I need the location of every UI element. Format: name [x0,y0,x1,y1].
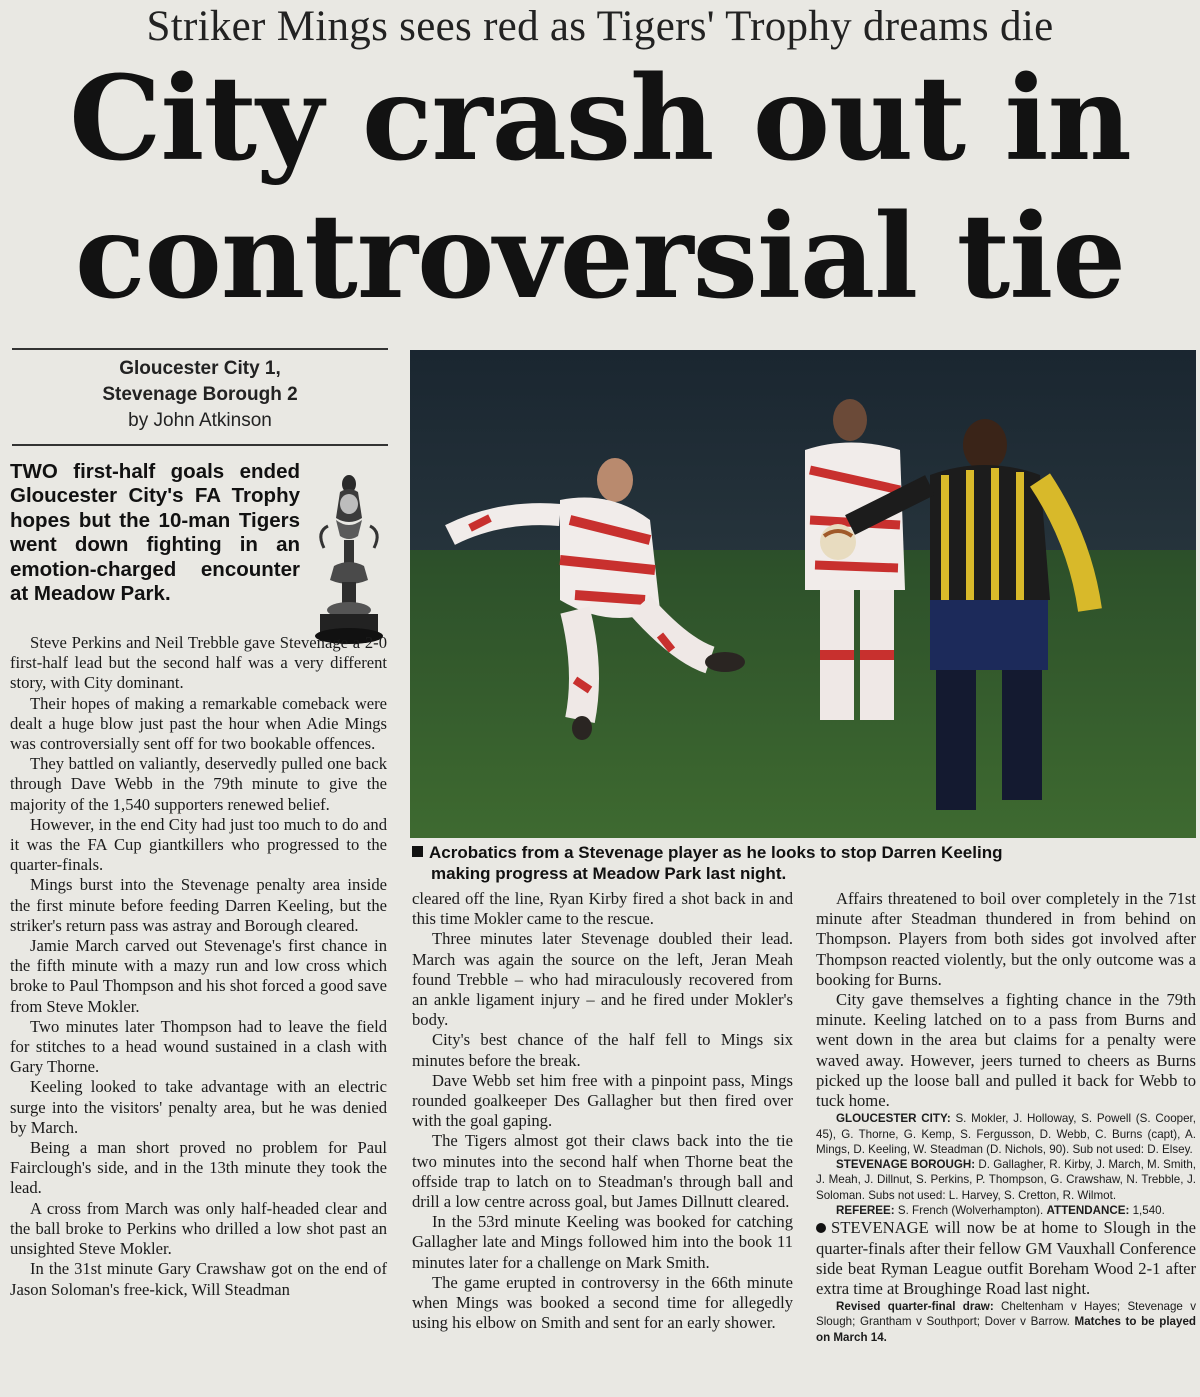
intro-text: TWO first-half goals ended Gloucester City's FA Trophy hopes but the 10-man Tigers went down fighting in an emotion-charged encounter at Meadow Park. [10,460,300,606]
team-label: GLOUCESTER CITY: [836,1112,951,1126]
paragraph: Being a man short proved no problem for Paul Fairclough's side, and in the 13th minute they took the lead. [10,1138,387,1198]
article-column-3 [816,889,1196,1345]
byline-top-rule [12,348,388,350]
photo-caption [412,842,1196,884]
caption-line-2: making progress at Meadow Park last night. [431,864,787,883]
paragraph: Their hopes of making a remarkable comeback were dealt a huge blow just past the hour when Adie Mings was controversially sent off for two bookable offences. [10,693,387,754]
paragraph: cleared off the line, Ryan Kirby fired a shot back in and this time Mokler came to the rescue. [412,889,793,929]
draw-label: Revised quarter-final draw: [836,1300,994,1314]
paragraph: City gave themselves a fighting chance in the 79th minute. Keeling latched on to a pass from Burns and went down in the area but claims for a penalty were waved away. However, jeers turned to cheers as Burns picked up the loose ball and pulled it back for Webb to tuck home. [816,990,1196,1111]
stevenage-note-text: STEVENAGE will now be at home to Slough in the quarter-finals after their fellow GM Vauxhall Conference side beat Ryman League outfit Boreham Wood 2-1 after extra time at Broughinge Road last night. [816,1218,1196,1298]
paragraph: Mings burst into the Stevenage penalty area inside the first minute before feeding Darren Keeling, but the striker's return pass was astray and Borough cleared. [10,875,387,935]
intro-paragraph [10,460,300,606]
paragraph: However, in the end City had just too much to do and it was the FA Cup giantkillers who progressed to the quarter-finals. [10,814,387,875]
paragraph: Steve Perkins and Neil Trebble gave Stevenage a 2-0 first-half lead but the second half was a very different story, with City dominant. [10,633,387,693]
paragraph: Two minutes later Thompson had to leave the field for stitches to a head wound sustained in a clash with Gary Thorne. [10,1016,387,1077]
attendance-label: ATTENDANCE: [1046,1204,1130,1218]
paragraph: A cross from March was only half-headed clear and the ball broke to Perkins who drilled a low shot past an unsighted Steve Mokler. [10,1198,387,1259]
team-lineup: S. Mokler, J. Holloway, S. Powell (S. Cooper, 45), G. Thorne, G. Kemp, S. Fergusson, D. Webb, C. Burns (capt), A. Mings, D. Keeling, W. Steadman (D. Nichols, 90). Sub not used: D. Elsey. [816,1112,1196,1156]
team-lineup: D. Gallagher, R. Kirby, J. March, M. Smith, J. Meah, J. Dillnut, S. Perkins, P. Thompson, G. Crawshaw, N. Trebble, J. Soloman. Subs not used: L. Harvey, S. Cretton, R. Wilmot. [816,1158,1196,1202]
team-label: STEVENAGE BOROUGH: [836,1158,976,1172]
paragraph: Keeling looked to take advantage with an electric surge into the visitors' penalty area, but he was denied by March. [10,1077,387,1137]
article-column-1 [10,633,387,1300]
draw-date: Matches to be played on March 14. [816,1315,1196,1344]
paragraph: The game erupted in controversy in the 66th minute when Mings was booked a second time for allegedly using his elbow on Smith and sent for an early shower. [412,1272,793,1333]
author: by John Atkinson [128,410,272,431]
byline-bottom-rule [12,444,388,446]
match-photo [410,350,1196,838]
match-photo-illustration [410,350,1196,838]
referee-name: S. French (Wolverhampton). [897,1204,1044,1218]
trophy-icon [306,470,392,646]
match-officials [816,1203,1196,1218]
paragraph: Three minutes later Stevenage doubled their lead. March was again the source on the left, Jeran Meah found Trebble – who had miraculously recovered from an ankle ligament injury – and he fired under Mokler's body. [412,929,793,1030]
article-column-2 [412,889,793,1333]
draw-text: Cheltenham v Hayes; Stevenage v Slough; Grantham v Southport; Dover v Barrow. [816,1300,1197,1329]
paragraph: In the 31st minute Gary Crawshaw got on the end of Jason Soloman's free-kick, Will Steadman [10,1259,387,1299]
score-line-1: Gloucester City 1, [119,358,281,379]
paragraph: The Tigers almost got their claws back into the tie two minutes into the second half when Thorne beat the offside trap to latch on to Steadman's through ball and drill a low centre across goal, but James Dillnutt cleared. [412,1131,793,1212]
round-bullet-icon [816,1223,826,1233]
paragraph: In the 53rd minute Keeling was booked for catching Gallagher late and Mings followed him into the book 11 minutes later for a challenge on Mark Smith. [412,1212,793,1272]
caption-line-1: Acrobatics from a Stevenage player as he looks to stop Darren Keeling [429,843,1003,862]
square-bullet-icon [412,846,423,857]
paragraph: They battled on valiantly, deservedly pulled one back through Dave Webb in the 79th minute to give the majority of the 1,540 supporters renewed belief. [10,754,387,814]
referee-label: REFEREE: [836,1204,895,1218]
byline [12,356,388,434]
paragraph: Affairs threatened to boil over completely in the 71st minute after Steadman thundered in from behind on Thompson. Players from both sides got involved after Thompson reacted violently, but the only outcome was a booking for Burns. [816,889,1196,989]
paragraph: Dave Webb set him free with a pinpoint pass, Mings rounded goalkeeper Des Gallagher but then fired over with the goal gaping. [412,1070,793,1131]
stevenage-note [816,1218,1196,1299]
team-gloucester [816,1111,1196,1157]
kicker-headline: Striker Mings sees red as Tigers' Trophy dreams die [146,3,1054,50]
score-line-2: Stevenage Borough 2 [102,384,298,405]
paragraph: City's best chance of the half fell to Mings six minutes before the break. [412,1030,793,1070]
team-stevenage [816,1157,1196,1203]
headline-line-1: City crash out in [69,51,1131,187]
paragraph: Jamie March carved out Stevenage's first chance in the fifth minute with a mazy run and low cross which broke to Paul Thompson and his shot forced a good save from Steve Mokler. [10,936,387,1016]
quarter-final-draw [816,1299,1196,1345]
attendance-value: 1,540. [1132,1204,1165,1218]
headline-line-2: controversial tie [74,189,1126,325]
